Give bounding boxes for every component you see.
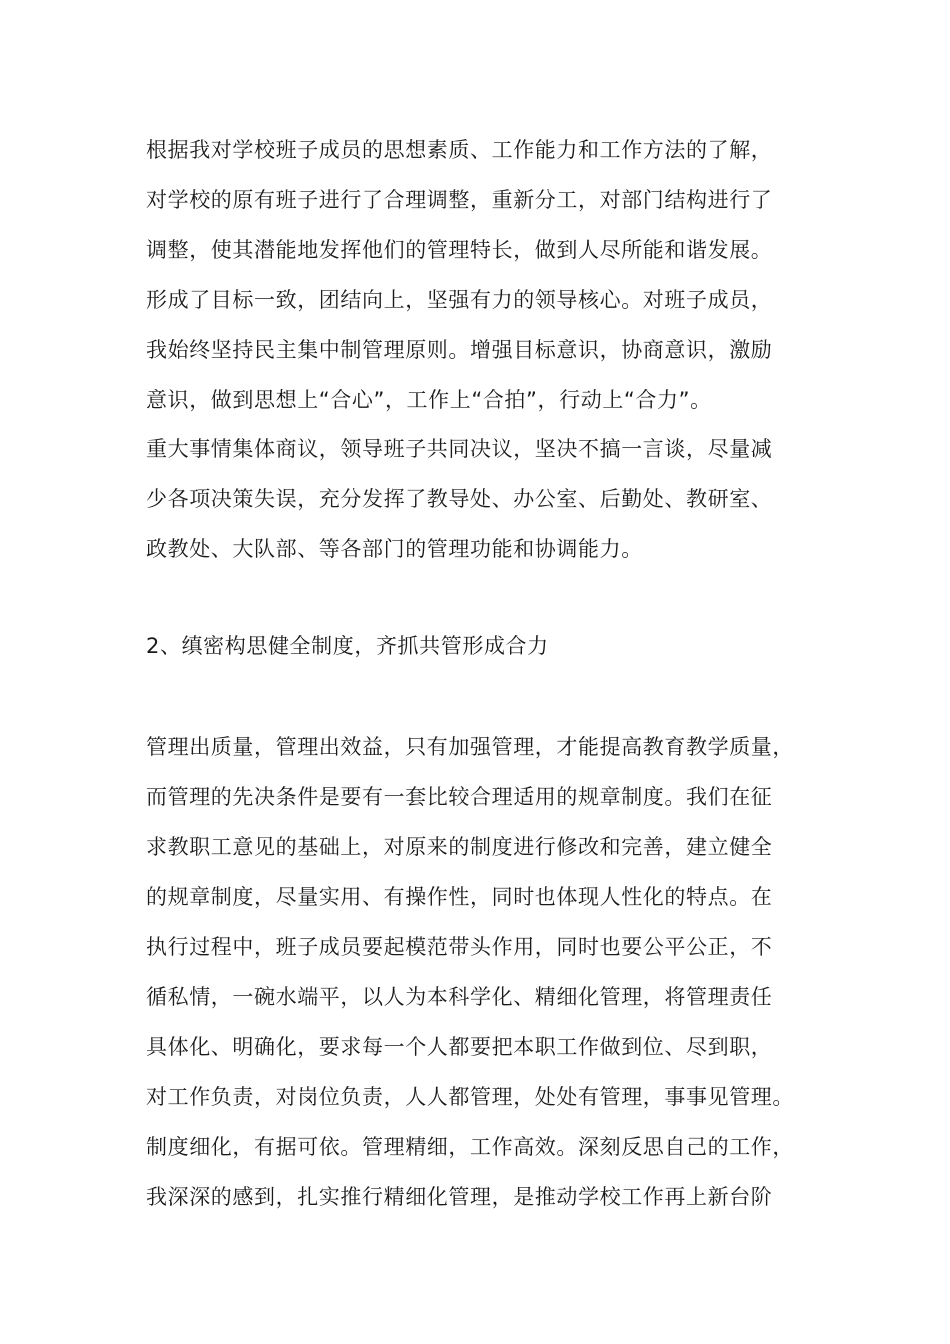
paragraph-1-line-1: 根据我对学校班子成员的思想素质、工作能力和工作方法的了解，	[146, 138, 773, 162]
paragraph-1-line-6: 意识，做到思想上“合心”，工作上“合拍”，行动上“合力”。	[146, 388, 712, 412]
paragraph-2-line-7: 具体化、明确化，要求每一个人都要把本职工作做到位、尽到职，	[146, 1035, 773, 1059]
paragraph-2-line-8: 对工作负责，对岗位负责，人人都管理，处处有管理，事事见管理。	[146, 1085, 794, 1109]
paragraph-2-line-5: 执行过程中，班子成员要起模范带头作用，同时也要公平公正，不	[146, 935, 773, 959]
paragraph-2-line-6: 循私情，一碗水端平，以人为本科学化、精细化管理，将管理责任	[146, 985, 773, 1009]
paragraph-2-line-1: 管理出质量，管理出效益，只有加强管理，才能提高教育教学质量，	[146, 735, 794, 759]
paragraph-1-line-5: 我始终坚持民主集中制管理原则。增强目标意识，协商意识，激励	[146, 338, 773, 362]
paragraph-2-line-2: 而管理的先决条件是要有一套比较合理适用的规章制度。我们在征	[146, 785, 773, 809]
paragraph-2-line-3: 求教职工意见的基础上，对原来的制度进行修改和完善，建立健全	[146, 835, 773, 859]
paragraph-1-line-8: 少各项决策失误，充分发挥了教导处、办公室、后勤处、教研室、	[146, 487, 773, 511]
paragraph-2-line-9: 制度细化，有据可依。管理精细，工作高效。深刻反思自己的工作，	[146, 1135, 794, 1159]
paragraph-1-line-9: 政教处、大队部、等各部门的管理功能和协调能力。	[146, 537, 643, 561]
paragraph-1-line-7: 重大事情集体商议，领导班子共同决议，坚决不搞一言谈，尽量减	[146, 437, 773, 461]
paragraph-1-line-4: 形成了目标一致，团结向上，坚强有力的领导核心。对班子成员，	[146, 288, 773, 312]
paragraph-1-line-2: 对学校的原有班子进行了合理调整，重新分工，对部门结构进行了	[146, 188, 773, 212]
paragraph-2-line-4: 的规章制度，尽量实用、有操作性，同时也体现人性化的特点。在	[146, 885, 773, 909]
paragraph-2-line-10: 我深深的感到，扎实推行精细化管理，是推动学校工作再上新台阶	[146, 1185, 773, 1209]
paragraph-1-line-3: 调整，使其潜能地发挥他们的管理特长，做到人尽所能和谐发展。	[146, 238, 773, 262]
section-heading-2: 2、缜密构思健全制度，齐抓共管形成合力	[146, 634, 549, 658]
